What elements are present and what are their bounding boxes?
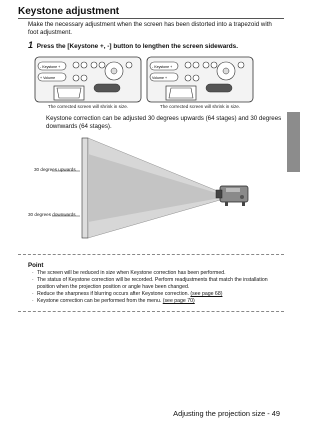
volume-label: Volume + [152, 76, 168, 80]
label-30-degrees-upwards: 30 degrees upwards [34, 167, 76, 172]
see-page-70-link[interactable]: (see page 70) [162, 297, 195, 304]
projector-icon [216, 186, 248, 206]
keystone-range-text: Keystone correction can be adjusted 30 degrees upwards (64 stages) and 30 degrees downwards (64 stages). [46, 115, 282, 130]
keystone-label: - Keystone + [152, 65, 173, 69]
screen-shape [82, 138, 88, 238]
step-number: 1 [28, 40, 34, 50]
point-divider-top [18, 254, 284, 255]
keystone-label: - Keystone + [40, 65, 61, 69]
section-tab [287, 112, 300, 172]
list-item: · The screen will be reduced in size when Keystone correction has been performed. [32, 270, 280, 277]
list-item: · The status of Keystone correction will be recorded. Perform readjustments that match the installation position when the projection position or angle have been changed. [32, 277, 280, 291]
volume-label: + Volume [40, 76, 56, 80]
title-divider [18, 18, 284, 19]
control-panel-illustration-2 [146, 56, 254, 103]
panel-caption-1: The corrected screen will shrink in size. [47, 104, 129, 109]
step-text: Press the [Keystone +, -] button to lengthen the screen sidewards. [36, 43, 238, 50]
control-panel-illustration-1 [34, 56, 142, 103]
point-heading: Point [28, 262, 44, 269]
list-item: · Keystone correction can be performed from the menu. (see page 70) [32, 298, 280, 305]
panel-caption-2: The corrected screen will shrink in size. [159, 104, 241, 109]
see-page-68-link[interactable]: (see page 68) [190, 290, 223, 297]
page-footer: Adjusting the projection size - 49 [173, 409, 280, 418]
step-instruction [28, 40, 278, 50]
page-title: Keystone adjustment [18, 6, 120, 17]
point-divider-bottom [18, 311, 284, 312]
list-item: · Reduce the sharpness if blurring occurs after Keystone correction. (see page 68) [32, 291, 280, 298]
label-30-degrees-downwards: 30 degrees downwards [28, 212, 76, 217]
point-list [32, 270, 280, 305]
projection-angle-diagram [20, 134, 278, 242]
intro-text: Make the necessary adjustment when the screen has been distorted into a trapezoid with foot adjustment. [28, 21, 272, 36]
